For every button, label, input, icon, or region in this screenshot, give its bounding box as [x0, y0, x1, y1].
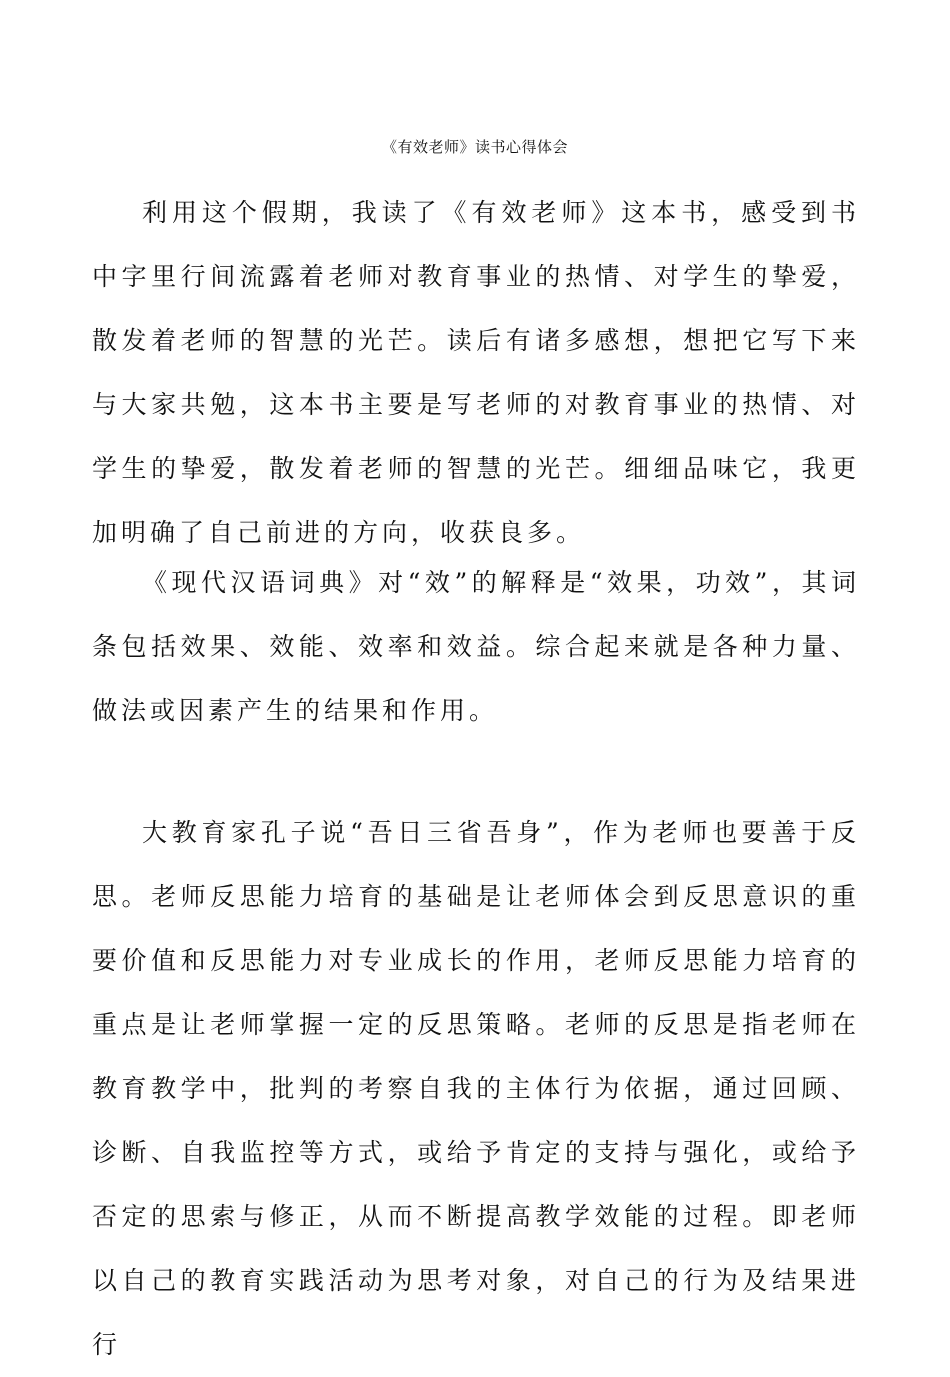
paragraph-reflection: 大教育家孔子说“吾日三省吾身”，作为老师也要善于反思。老师反思能力培育的基础是让老师体会到反思意识的重要价值和反思能力对专业成长的作用，老师反思能力培育的重点是让老师掌握一定的反思策略。老师的反思是指老师在教育教学中，批判的考察自我的主体行为依据，通过回顾、诊断、自我监控等方式，或给予肯定的支持与强化，或给予否定的思索与修正，从而不断提高教学效能的过程。即老师以自己的教育实践活动为思考对象，对自己的行为及结果进行: [92, 818, 860, 1359]
document-title: 《有效老师》读书心得体会: [381, 138, 568, 156]
paragraph-intro: 利用这个假期，我读了《有效老师》这本书，感受到书中字里行间流露着老师对教育事业的热情、对学生的挚爱，散发着老师的智慧的光芒。读后有诸多感想，想把它写下来与大家共勉，这本书主要是写老师的对教育事业的热情、对学生的挚爱，散发着老师的智慧的光芒。细细品味它，我更加明确了自己前进的方向，收获良多。: [92, 198, 860, 547]
paragraph-definition: 《现代汉语词典》对“效”的解释是“效果，功效”，其词条包括效果、效能、效率和效益。综合起来就是各种力量、做法或因素产生的结果和作用。: [92, 568, 861, 725]
